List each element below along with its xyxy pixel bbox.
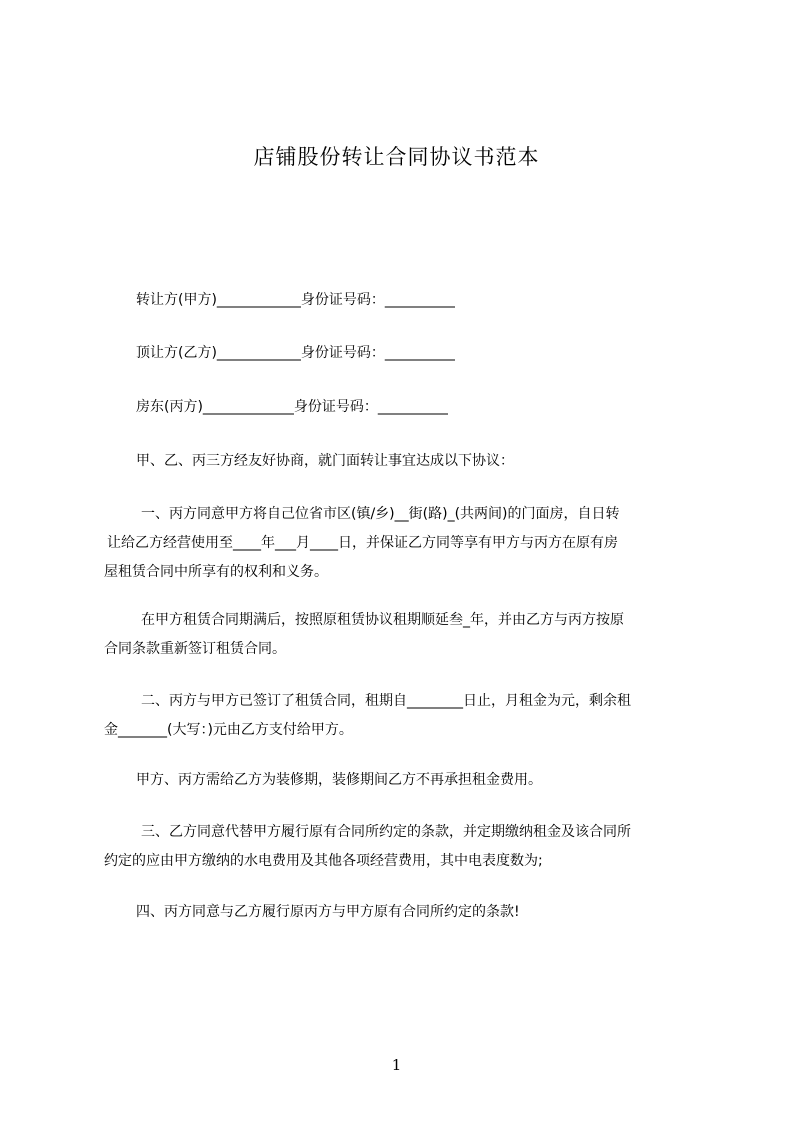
renewal-line-2: 合同条款重新签订租赁合同。: [104, 641, 286, 657]
renovation-line: 甲方、丙方需给乙方为装修期，装修期间乙方不再承担租金费用。: [136, 772, 542, 788]
clause-2-line-1: 二、丙方与甲方已签订了租赁合同，租期自________日止，月租金为元，剩余租: [141, 693, 631, 709]
clause-3-line-2: 约定的应由甲方缴纳的水电费用及其他各项经营费用，其中电表度数为;: [104, 853, 543, 869]
party-a-line: 转让方(甲方)____________身份证号码：__________: [136, 292, 455, 308]
clause-1-line-3: 屋租赁合同中所享有的权利和义务。: [104, 564, 328, 580]
clause-4-line: 四、丙方同意与乙方履行原丙方与甲方原有合同所约定的条款!: [136, 904, 520, 920]
clause-1-line-2: 让给乙方经营使用至____年___月____日，并保证乙方同等享有甲方与丙方在原有房: [107, 535, 618, 551]
clause-2-line-2: 金_______(大写：)元由乙方支付给甲方。: [104, 722, 353, 738]
party-b-line: 顶让方(乙方)____________身份证号码：__________: [136, 345, 455, 361]
clause-2: [104, 687, 704, 745]
renewal-paragraph: [104, 606, 704, 664]
clause-1: [104, 500, 704, 587]
intro-line: 甲、乙、丙三方经友好协商，就门面转让事宜达成以下协议：: [136, 453, 514, 469]
renewal-line-1: 在甲方租赁合同期满后，按照原租赁协议租期顺延叁_年，并由乙方与丙方按原: [141, 612, 624, 628]
clause-3-line-1: 三、乙方同意代替甲方履行原有合同所约定的条款，并定期缴纳租金及该合同所: [141, 824, 631, 840]
clause-1-line-1: 一、丙方同意甲方将自己位省市区(镇/乡)__街(路)_(共两间)的门面房，自日转: [141, 506, 620, 522]
party-c-line: 房东(丙方)_____________身份证号码：__________: [136, 399, 448, 415]
clause-3: [104, 818, 704, 876]
page-number: 1: [391, 1056, 402, 1074]
document-title: 店铺股份转让合同协议书范本: [253, 145, 540, 169]
